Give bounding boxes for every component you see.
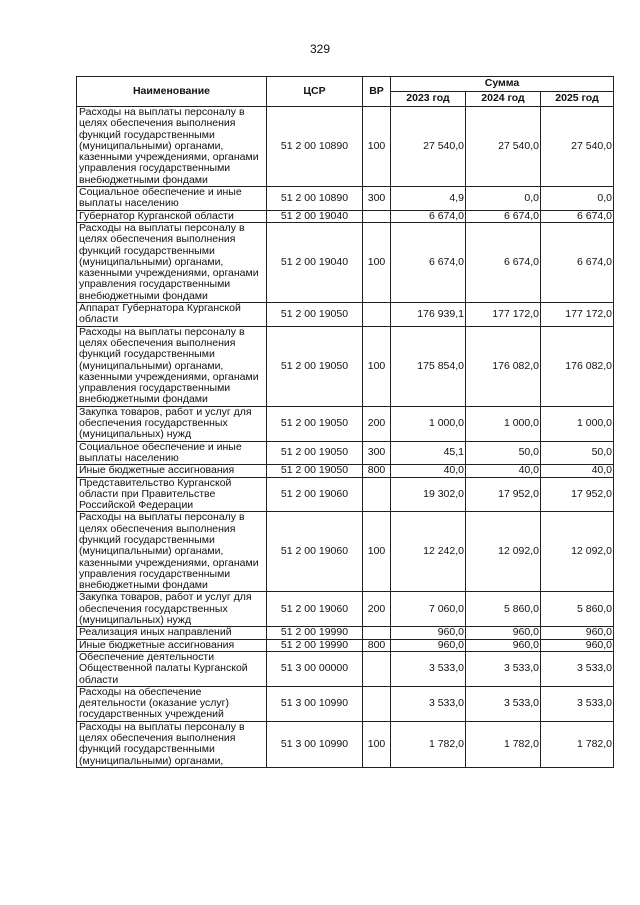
row-amount-2023: 1 782,0 <box>391 721 466 767</box>
table-row <box>77 686 614 721</box>
table-row <box>77 441 614 465</box>
row-amount-2025: 960,0 <box>541 627 614 639</box>
row-csr: 51 2 00 19060 <box>267 477 363 512</box>
row-name: Аппарат Губернатора Курганской области <box>77 303 267 327</box>
row-csr: 51 3 00 10990 <box>267 721 363 767</box>
header-year-2024: 2024 год <box>466 92 541 107</box>
row-name: Закупка товаров, работ и услуг для обеспечения государственных (муниципальных) нужд <box>77 406 267 441</box>
header-csr: ЦСР <box>267 77 363 107</box>
row-vr: 100 <box>363 107 391 187</box>
row-amount-2023: 960,0 <box>391 627 466 639</box>
row-amount-2024: 3 533,0 <box>466 651 541 686</box>
table-row <box>77 326 614 406</box>
row-amount-2025: 5 860,0 <box>541 592 614 627</box>
row-name: Иные бюджетные ассигнования <box>77 639 267 651</box>
table-row <box>77 222 614 302</box>
table-row <box>77 303 614 327</box>
row-name: Закупка товаров, работ и услуг для обеспечения государственных (муниципальных) нужд <box>77 592 267 627</box>
row-name: Расходы на выплаты персоналу в целях обеспечения выполнения функций государственными (муниципальными) органами, <box>77 721 267 767</box>
row-amount-2024: 40,0 <box>466 465 541 477</box>
table-row <box>77 627 614 639</box>
table-row <box>77 465 614 477</box>
row-amount-2025: 1 000,0 <box>541 406 614 441</box>
row-vr: 800 <box>363 639 391 651</box>
row-amount-2025: 3 533,0 <box>541 686 614 721</box>
row-amount-2023: 27 540,0 <box>391 107 466 187</box>
row-amount-2025: 17 952,0 <box>541 477 614 512</box>
header-vr: ВР <box>363 77 391 107</box>
row-name: Социальное обеспечение и иные выплаты населению <box>77 187 267 211</box>
row-name: Расходы на обеспечение деятельности (оказание услуг) государственных учреждений <box>77 686 267 721</box>
table-row <box>77 210 614 222</box>
row-name: Реализация иных направлений <box>77 627 267 639</box>
row-csr: 51 3 00 00000 <box>267 651 363 686</box>
row-amount-2025: 50,0 <box>541 441 614 465</box>
row-amount-2023: 45,1 <box>391 441 466 465</box>
row-csr: 51 2 00 19050 <box>267 441 363 465</box>
row-csr: 51 2 00 19040 <box>267 210 363 222</box>
row-amount-2023: 7 060,0 <box>391 592 466 627</box>
row-name: Губернатор Курганской области <box>77 210 267 222</box>
row-amount-2025: 6 674,0 <box>541 210 614 222</box>
row-csr: 51 2 00 19050 <box>267 406 363 441</box>
budget-table <box>76 76 614 768</box>
row-amount-2025: 27 540,0 <box>541 107 614 187</box>
header-sum: Сумма <box>391 77 614 92</box>
row-amount-2024: 12 092,0 <box>466 512 541 592</box>
row-name: Представительство Курганской области при Правительстве Российской Федерации <box>77 477 267 512</box>
row-amount-2023: 6 674,0 <box>391 210 466 222</box>
row-amount-2023: 960,0 <box>391 639 466 651</box>
table-row <box>77 107 614 187</box>
row-csr: 51 2 00 19050 <box>267 465 363 477</box>
row-vr <box>363 686 391 721</box>
row-amount-2025: 12 092,0 <box>541 512 614 592</box>
row-vr: 100 <box>363 222 391 302</box>
row-amount-2024: 50,0 <box>466 441 541 465</box>
row-amount-2023: 175 854,0 <box>391 326 466 406</box>
table-row <box>77 187 614 211</box>
row-name: Расходы на выплаты персоналу в целях обеспечения выполнения функций государственными (муниципальными) органами, казенными учреждениями, органами управления государственными внебюджетными фондами <box>77 326 267 406</box>
row-csr: 51 2 00 10890 <box>267 107 363 187</box>
row-csr: 51 2 00 19050 <box>267 303 363 327</box>
row-amount-2023: 12 242,0 <box>391 512 466 592</box>
row-amount-2023: 40,0 <box>391 465 466 477</box>
row-csr: 51 2 00 19060 <box>267 592 363 627</box>
row-csr: 51 2 00 19050 <box>267 326 363 406</box>
table-body <box>77 107 614 768</box>
page-number: 329 <box>309 42 331 56</box>
row-vr: 100 <box>363 721 391 767</box>
row-amount-2024: 27 540,0 <box>466 107 541 187</box>
table-row <box>77 477 614 512</box>
row-amount-2024: 6 674,0 <box>466 222 541 302</box>
row-amount-2023: 3 533,0 <box>391 686 466 721</box>
row-amount-2025: 177 172,0 <box>541 303 614 327</box>
row-vr <box>363 210 391 222</box>
table-row <box>77 721 614 767</box>
table-row <box>77 512 614 592</box>
table-row <box>77 639 614 651</box>
row-amount-2023: 3 533,0 <box>391 651 466 686</box>
row-name: Социальное обеспечение и иные выплаты населению <box>77 441 267 465</box>
row-csr: 51 3 00 10990 <box>267 686 363 721</box>
header-name: Наименование <box>77 77 267 107</box>
row-amount-2024: 960,0 <box>466 639 541 651</box>
row-name: Расходы на выплаты персоналу в целях обеспечения выполнения функций государственными (муниципальными) органами, казенными учреждениями, органами управления государственными внебюджетными фондами <box>77 512 267 592</box>
row-name: Расходы на выплаты персоналу в целях обеспечения выполнения функций государственными (муниципальными) органами, казенными учреждениями, органами управления государственными внебюджетными фондами <box>77 222 267 302</box>
row-csr: 51 2 00 19040 <box>267 222 363 302</box>
row-vr: 800 <box>363 465 391 477</box>
row-amount-2024: 960,0 <box>466 627 541 639</box>
row-amount-2023: 19 302,0 <box>391 477 466 512</box>
row-amount-2024: 1 782,0 <box>466 721 541 767</box>
header-year-2023: 2023 год <box>391 92 466 107</box>
row-name: Расходы на выплаты персоналу в целях обеспечения выполнения функций государственными (муниципальными) органами, казенными учреждениями, органами управления государственными внебюджетными фондами <box>77 107 267 187</box>
row-vr: 200 <box>363 406 391 441</box>
row-amount-2025: 176 082,0 <box>541 326 614 406</box>
row-vr <box>363 303 391 327</box>
row-amount-2023: 4,9 <box>391 187 466 211</box>
header-year-2025: 2025 год <box>541 92 614 107</box>
row-name: Иные бюджетные ассигнования <box>77 465 267 477</box>
row-amount-2025: 6 674,0 <box>541 222 614 302</box>
row-amount-2024: 176 082,0 <box>466 326 541 406</box>
row-amount-2024: 17 952,0 <box>466 477 541 512</box>
row-amount-2025: 0,0 <box>541 187 614 211</box>
row-amount-2024: 5 860,0 <box>466 592 541 627</box>
row-vr: 100 <box>363 512 391 592</box>
row-csr: 51 2 00 19060 <box>267 512 363 592</box>
row-csr: 51 2 00 10890 <box>267 187 363 211</box>
table-header <box>77 77 614 107</box>
row-vr <box>363 651 391 686</box>
row-vr: 300 <box>363 441 391 465</box>
table-row <box>77 651 614 686</box>
row-amount-2024: 6 674,0 <box>466 210 541 222</box>
row-amount-2025: 960,0 <box>541 639 614 651</box>
row-vr: 300 <box>363 187 391 211</box>
row-amount-2025: 40,0 <box>541 465 614 477</box>
row-amount-2024: 177 172,0 <box>466 303 541 327</box>
row-name: Обеспечение деятельности Общественной палаты Курганской области <box>77 651 267 686</box>
row-vr <box>363 477 391 512</box>
row-vr: 200 <box>363 592 391 627</box>
row-amount-2025: 3 533,0 <box>541 651 614 686</box>
row-amount-2024: 3 533,0 <box>466 686 541 721</box>
row-csr: 51 2 00 19990 <box>267 639 363 651</box>
row-csr: 51 2 00 19990 <box>267 627 363 639</box>
row-amount-2023: 176 939,1 <box>391 303 466 327</box>
row-amount-2025: 1 782,0 <box>541 721 614 767</box>
table-row <box>77 406 614 441</box>
row-amount-2023: 1 000,0 <box>391 406 466 441</box>
row-amount-2024: 0,0 <box>466 187 541 211</box>
row-amount-2024: 1 000,0 <box>466 406 541 441</box>
row-vr <box>363 627 391 639</box>
table-row <box>77 592 614 627</box>
row-vr: 100 <box>363 326 391 406</box>
row-amount-2023: 6 674,0 <box>391 222 466 302</box>
